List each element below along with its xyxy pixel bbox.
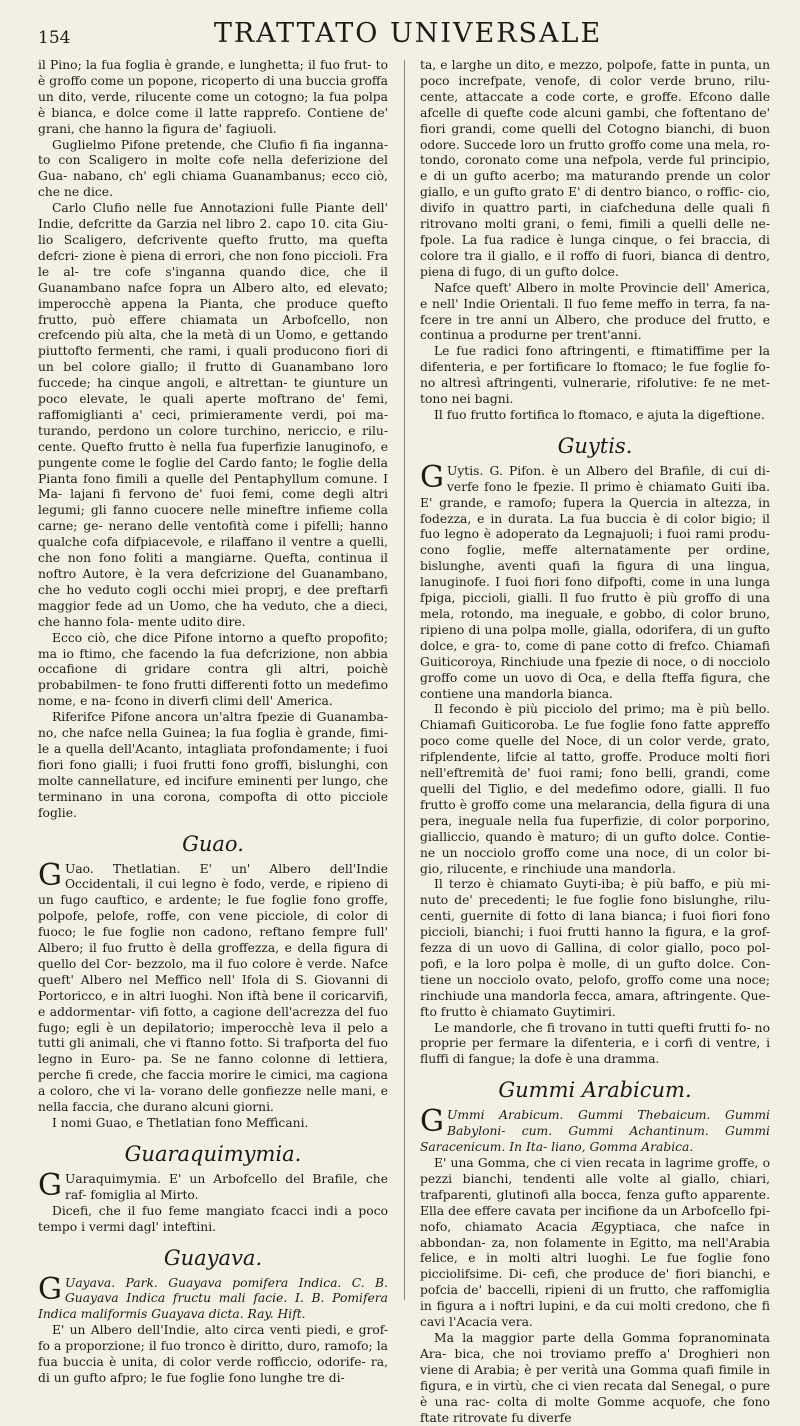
body-paragraph (38, 201, 388, 630)
paragraph-text: Uayava. Park. Guayava pomifera Indica. C. B. Guayava Indica fructu mali facie. I. B. Pomifera Indica maliformis Guayava dicta. Ray. Hift. (38, 1275, 388, 1322)
paragraph-text: E' una Gomma, che ci vien recata in lagrime groffe, o pezzi bianchi, tendenti alle volte al giallo, chiari, trafparenti, glutinofi alla bocca, fenza gufto apparente. Ella dee effere cavata per incifione da un Arbofcello fpi- nofo, chiamato Acacia Ægyptiaca, che nafce in abbondan- za, non folamente in Egitto, ma nell'Arabia felice, e in molti altri luoghi. Le fue foglie fono picciolifsime. Di- cefi, che produce de' fiori bianchi, e pofcia de' baccelli, ripieni di un frutto, che raffomiglia in figura a i noftri lupini, e da cui molti credono, che fi cavi l'Acacia vera. (420, 1156, 770, 1330)
page-number: 154 (38, 28, 71, 48)
body-paragraph (38, 1167, 388, 1204)
body-paragraph (38, 58, 388, 138)
body-paragraph (38, 1204, 388, 1236)
paragraph-text: E' un Albero dell'Indie, alto circa venti piedi, e grof- fo a proporzione; il fuo tronco è diritto, duro, ramofo; la fua buccia è unita, di color verde roffìccio, odorife- ra, di un gufto afpro; le fue foglie fono lunghe tre di- (38, 1323, 388, 1385)
page-header (38, 18, 778, 54)
body-paragraph (420, 1156, 770, 1331)
section-heading: Gummi Arabicum. (498, 1078, 692, 1103)
section-heading: Guaraquimymia. (124, 1141, 302, 1166)
paragraph-text: Le fue radici fono aftringenti, e ftimatiffime per la difenteria, e per fortificare lo ftomaco; le fue foglie fo- no altresì aftringenti, vulnerarie, rifolutive: fe ne met- tono nei bagni. (420, 344, 770, 407)
body-paragraph (420, 408, 770, 424)
drop-cap: G (38, 1271, 62, 1307)
body-paragraph (420, 344, 770, 408)
paragraph-text: Guglielmo Pifone pretende, che Clufio fi fia inganna- to con Scaligero in molte cofe nella deferizione del Gua- nabano, ch' egli chiama Guanambanus; ecco ciò, che ne dice. (38, 137, 388, 200)
body-paragraph (420, 877, 770, 1020)
paragraph-text: Uaraquimymia. E' un Arbofcello del Brafile, che raf- fomiglia al Mirto. (64, 1171, 388, 1202)
paragraph-text: Dicefi, che il fuo feme mangiato fcacci indi a poco tempo i vermi dagl' inteftini. (38, 1203, 388, 1234)
paragraph-text: Nafce queft' Albero in molte Provincie dell' America, e nell' Indie Orientali. Il fuo feme meffo in terra, fa na- fcere in tre anni un Albero, che produce del frutto, e continua a produrne per trent'anni. (420, 280, 770, 343)
body-paragraph (420, 459, 770, 703)
drop-cap: G (420, 1104, 444, 1140)
paragraph-text: Uytis. G. Pifon. è un Albero del Brafile, di cui di- verfe fono le fpezie. Il primo è chiamato Guiti iba. E' grande, e ramofo; fupera la Quercia in altezza, in fodezza, e in durata. La fua buccia è di color bigio; il fuo legno è adoperato da Legnajuoli; i fuoi rami produ- cono foglie, meffe alternatamente per ordine, bislunghe, aventi quafi la figura di una lingua, lanuginofe. I fuoi fiori fono difpofti, come in una lunga fpiga, piccioli, gialli. Il fuo frutto è più groffo di una mela, rotondo, ma ineguale, e gobbo, di color bruno, ripieno di una polpa molle, gialla, odorifera, di un gufto dolce, e gra- to, come di pane cotto di frefco. Chiamafi Guiticoroya, Rinchiude una fpezie di noce, o di nocciolo groffo come un uovo di Oca, e della fteffa figura, che contiene una mandorla bianca. (420, 463, 770, 701)
paragraph-text: Il fecondo è più picciolo del primo; ma è più bello. Chiamafi Guiticoroba. Le fue foglie fono fatte appreffo poco come quelle del Noce, di un color verde, grato, rifplendente, lifcie al tatto, groffe. Produce molti fiori nell'eftremità de' fuoi rami; fono belli, grandi, come quelli del Tiglio, e del medefimo odore, gialli. Il fuo frutto è groffo come una melarancia, della figura di una pera, ineguale nella fua fuperfizie, di color porporino, gialliccio, quando è maturo; di un gufto dolce. Contie- ne un nocciolo groffo come una noce, di un color bi- gio, rilucente, e rinchiude una mandorla. (420, 702, 770, 876)
paragraph-text: Ecco ciò, che dice Pifone intorno a quefto propofito; ma io ftimo, che facendo la fua defcrizione, non abbia occafione di gridare contra gli altri, poichè probabilmen- te fono frutti differenti fotto un medefimo nome, e na- fcono in diverfi climi dell' America. (38, 630, 388, 709)
paragraph-text: Ummi Arabicum. Gummi Thebaicum. Gummi Babyloni- cum. Gummi Achantinum. Gummi Saracenicum. In Ita- liano, Gomma Arabica. (420, 1108, 770, 1155)
paragraph-text: il Pino; la fua foglia è grande, e lunghetta; il fuo frut- to è groffo come un popone, ricoperto di una buccia groffa un dito, verde, rilucente come un cotogno; la fua polpa è bianca, e dolce come il latte rapprefo. Contiene de' grani, che hanno la figura de' fagiuoli. (38, 58, 388, 136)
paragraph-text: Ma la maggior parte della Gomma fopranominata Ara- bica, che noi troviamo preffo a' Droghieri non viene di Arabia; è per verità una Gomma quafi fimile in figura, e in virtù, che ci vien recata dal Senegal, o pure è una rac- colta di molte Gomme acquofe, che fono ftate ritrovate fu diverfe (420, 1330, 770, 1425)
body-paragraph (420, 281, 770, 345)
paragraph-text: Carlo Clufio nelle fue Annotazioni fulle Piante dell' Indie, defcritte da Garzia nel libro 2. capo 10. cita Giu- lio Scaligero, defcrivente quefto frutto, ma quefta defcri- zione è piena di errori, che non fono piccioli. Fra le al- tre cofe s'inganna quando dice, che il Guanambano nafce fopra un Albero alto, ed elevato; imperocchè appena la Pianta, che produce quefto frutto, può effere chiamata un Arbofcello, non crefcendo più alta, che la metà di un Uomo, e gettando piuttofto fermenti, che rami, i quali producono fiori di un bel colore giallo; il frutto di Guanambano loro fuccede; ha cinque angoli, e altrettan- te giunture un poco elevate, le quali aperte moftrano de' femi, raffomiglianti a' ceci, primieramente verdi, poi ma- turando, perdono un colore turchino, nericcio, e rilu- cente. Quefto frutto è nella fua fuperfizie lanuginofo, e pungente come le foglie del Cardo fanto; le foglie della Pianta fono fimili a quelle del Pentaphyllum comune. I Ma- lajani fi fervono de' fuoi femi, come degli altri legumi; gli fanno cuocere nelle mineftre infieme colla carne; ge- nerano delle ventofità come i pifelli; hanno qualche cofa difpiacevole, e rilaffano il ventre a quelli, che non fono foliti a mangiarne. Quefta, continua il noftro Autore, è la vera defcrizione del Guanambano, che ho veduto cogli occhi miei proprj, e dee preftarfi maggior fede ad un Uomo, che ha veduto, che a dieci, che hanno fola- mente udito dire. (38, 201, 388, 629)
body-paragraph (38, 631, 388, 711)
section-heading: Guayava. (163, 1245, 263, 1270)
left-column (38, 58, 388, 1385)
body-paragraph (420, 1331, 770, 1426)
paragraph-text: Il fuo frutto fortifica lo ftomaco, e ajuta la digeftione. (434, 407, 765, 422)
paragraph-text: I nomi Guao, e Thetlatian fono Meffìcani. (52, 1116, 309, 1130)
drop-cap: G (420, 459, 444, 495)
section-heading: Guytis. (557, 433, 633, 458)
body-paragraph (38, 1323, 388, 1387)
paragraph-text: Riferifce Pifone ancora un'altra fpezie di Guanamba- no, che nafce nella Guinea; la fua foglia è grande, fimi- le a quella dell'Acanto, intagliata profondamente; i fuoi fiori fono gialli; i fuoi frutti fono groffi, bislunghi, con molte cannellature, ed incifure eminenti per lungo, che terminano in una corona, compofta di otto picciole foglie. (38, 710, 388, 820)
body-paragraph (38, 138, 388, 202)
right-column (420, 58, 770, 1425)
running-title: TRATTATO UNIVERSALE (213, 18, 603, 49)
body-paragraph (38, 1116, 388, 1132)
body-paragraph (420, 1021, 770, 1069)
body-paragraph (420, 58, 770, 281)
paragraph-text: Il terzo è chiamato Guyti-iba; è più baffo, e più mi- nuto de' precedenti; le fue foglie fono bislunghe, rilu- centi, guernite di fotto di lana bianca; i fuoi fiori fono piccioli, bianchi; i fuoi frutti hanno la figura, e la grof- fezza di un uovo di Gallina, di color giallo, poco pol- pofi, e la loro polpa è molle, di un gufto dolce. Con- tiene un nocciolo ovato, pelofo, groffo come una noce; rinchiude una mandorla fecca, amara, aftringente. Que- fto frutto è chiamato Guytimiri. (420, 877, 770, 1019)
paragraph-text: Le mandorle, che fi trovano in tutti quefti frutti fo- no proprie per fermare la difenteria, e i corfi di ventre, i fluffi di fangue; la dofe è una dramma. (420, 1020, 770, 1067)
drop-cap: G (38, 1167, 62, 1203)
body-paragraph (420, 702, 770, 877)
synonyms-paragraph (420, 1104, 770, 1156)
paragraph-text: Uao. Thetlatian. E' un' Albero dell'Indie Occidentali, il cui legno è fodo, verde, e ripieno di un fugo cauftico, e ardente; le fue foglie fono groffe, polpofe, pelofe, roffe, con vene picciole, di color di fuoco; le fue foglie non cadono, reftano fempre full' Albero; il fuo frutto è della groffezza, e della figura di quello del Cor- bezzolo, ma il fuo colore è verde. Nafce queft' Albero nel Meffico nell' Ifola di S. Giovanni di Portoricco, e in altri luoghi. Non iftà bene il coricarvifi, e addormentar- vifi fotto, a cagione dell'acrezza del fuo fugo; egli è un depilatorio; imperocchè leva il pelo a tutti gli animali, che vi ftanno fotto. Si trafporta del fuo legno in Euro- pa. Se ne fanno colonne di lettiera, perche fi crede, che faccia morire le cimici, ma cagiona a coloro, che vi la- vorano delle gonfiezze nelle mani, e nella faccia, che durano alcuni giorni. (38, 861, 388, 1115)
body-paragraph (38, 710, 388, 821)
drop-cap: G (38, 857, 62, 893)
body-paragraph (38, 857, 388, 1117)
column-divider (404, 60, 405, 1300)
section-heading: Guao. (182, 831, 244, 856)
paragraph-text: ta, e larghe un dito, e mezzo, polpofe, fatte in punta, un poco increfpate, venofe, di color verde bruno, rilu- cente, attaccate a code corte, e groffe. Efcono dalle afcelle di quefte code alcuni gambi, che foftentano de' fiori grandi, come quelli del Cotogno bianchi, di buon odore. Succede loro un frutto groffo come una mela, ro- tondo, coronato come una nefpola, verde ful principio, e di un gufto acerbo; ma maturando prende un color giallo, e un gufto grato E' di dentro bianco, o roffic- cio, divifo in quattro parti, in ciafcheduna delle quali fi ritrovano molti grani, o femi, fimili a quelli delle ne- fpole. La fua radice è lunga cinque, o fei braccia, di colore tra il giallo, e il roffo di fuori, bianca di dentro, piena di fugo, di un gufto dolce. (420, 58, 770, 279)
synonyms-paragraph (38, 1271, 388, 1324)
